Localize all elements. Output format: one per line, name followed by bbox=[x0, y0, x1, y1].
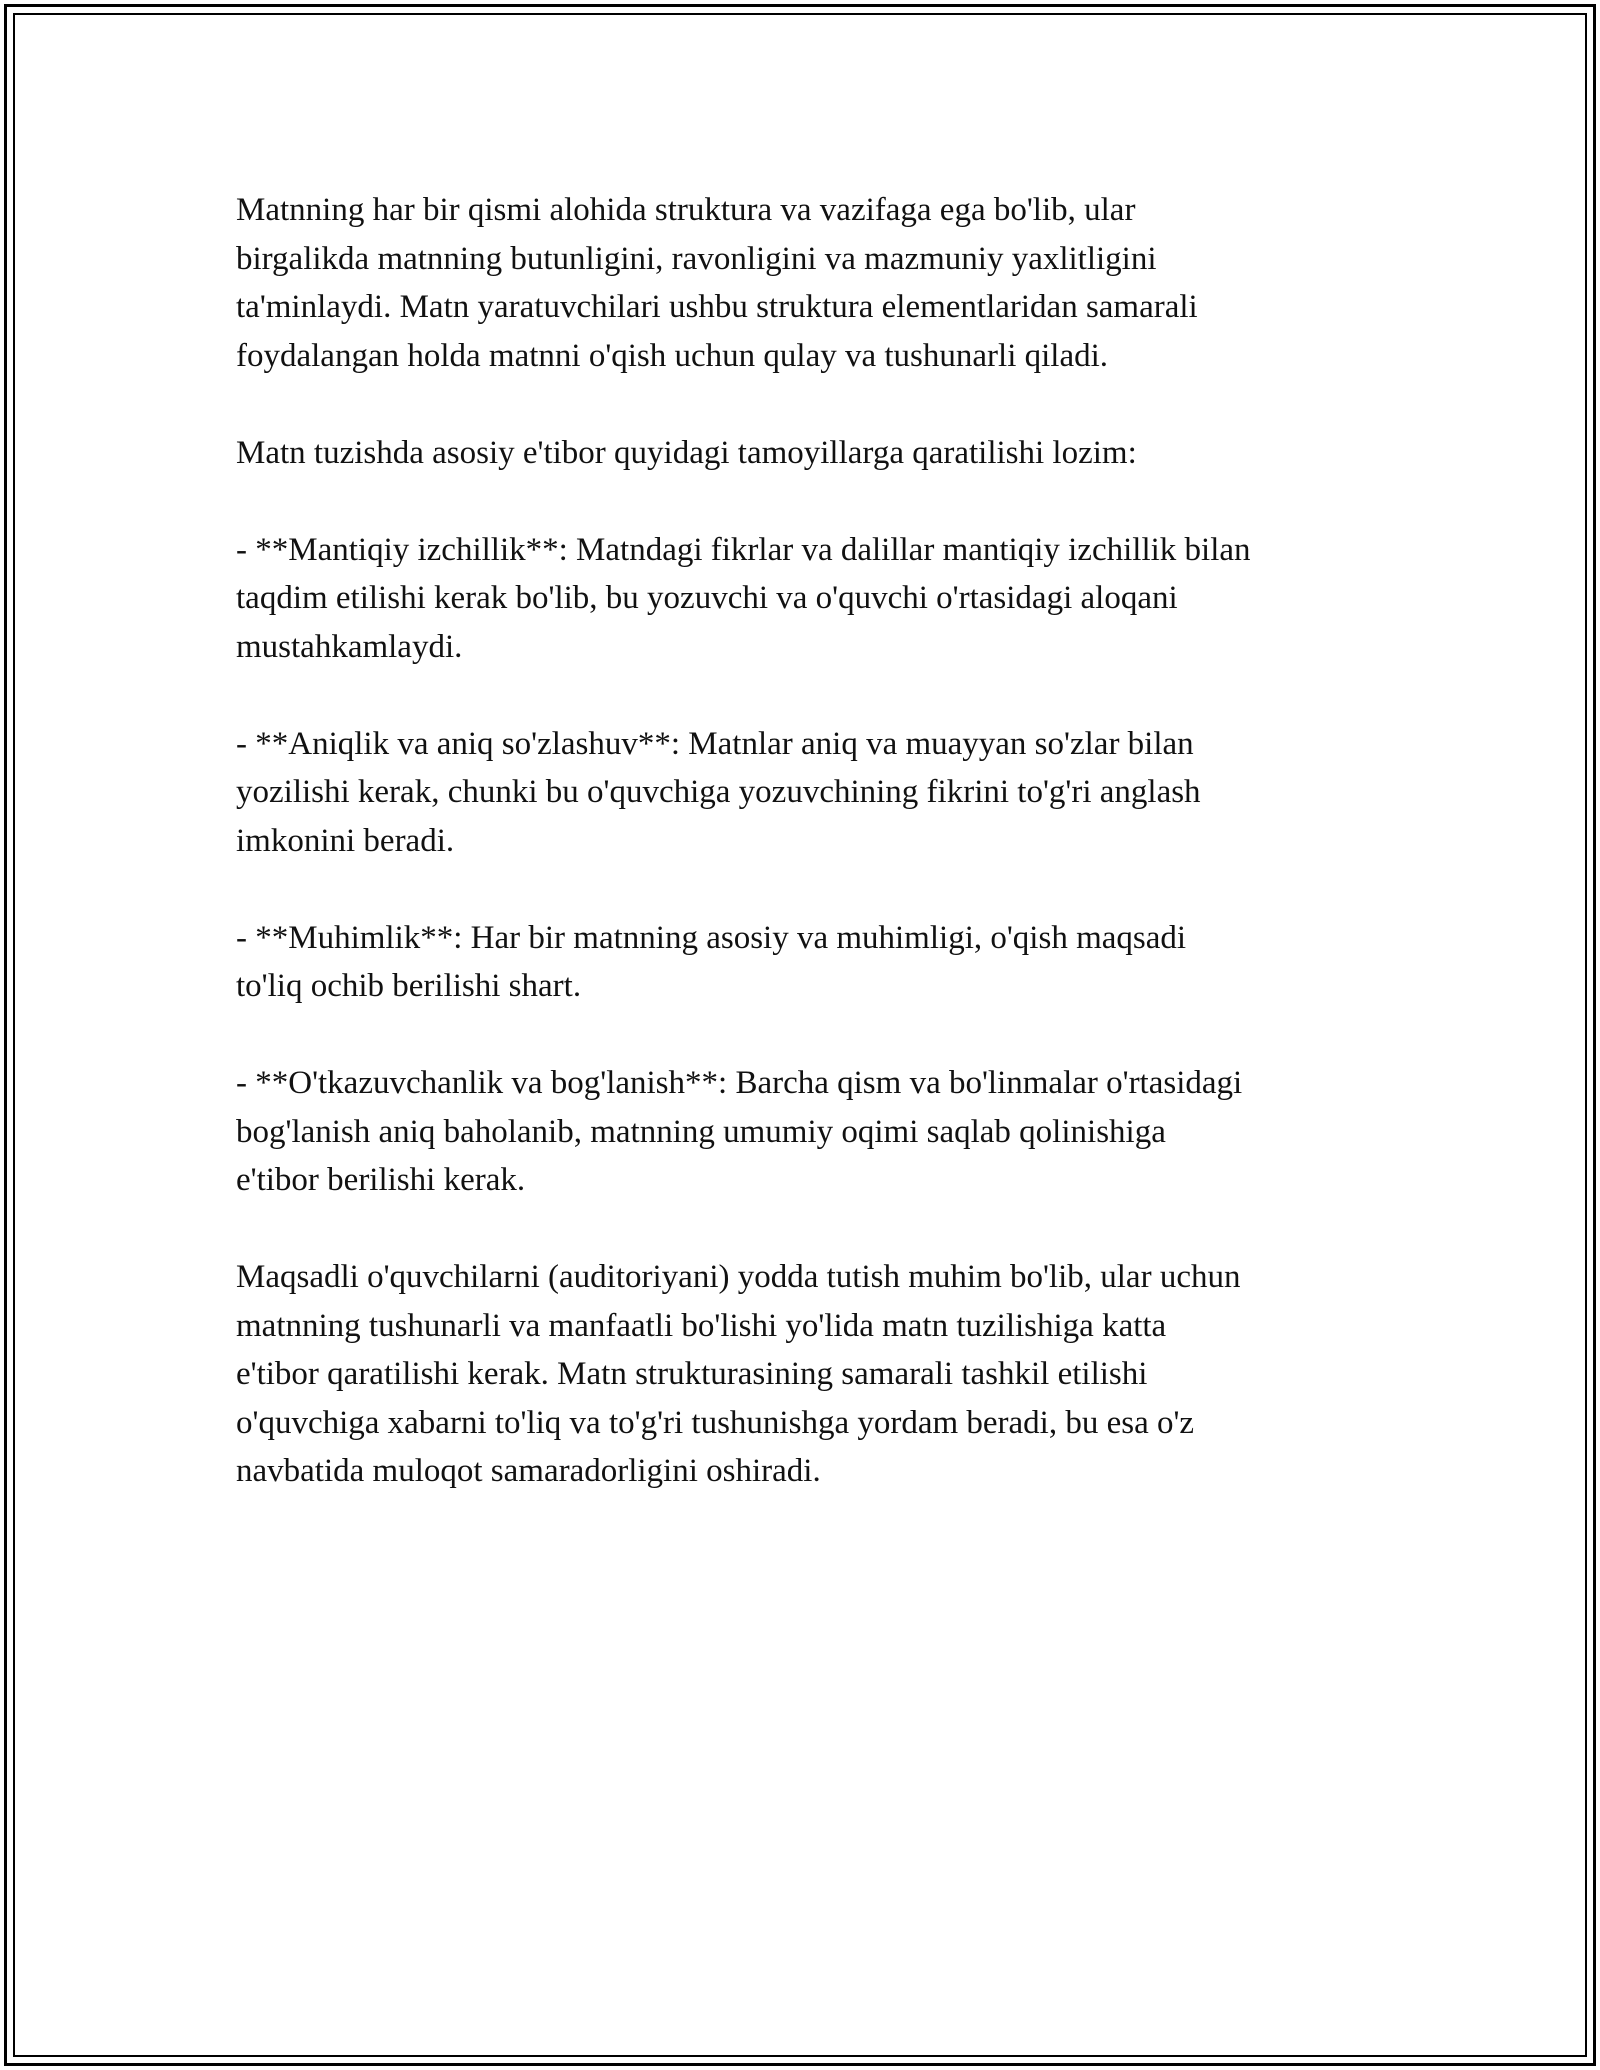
text-line: ta'minlaydi. Matn yaratuvchilari ushbu struktura elementlaridan samarali bbox=[236, 289, 1198, 325]
text-line: o'quvchiga xabarni to'liq va to'g'ri tushunishga yordam beradi, bu esa o'z bbox=[236, 1404, 1195, 1441]
text-line: e'tibor qaratilishi kerak. Matn strukturasining samarali tashkil etilishi bbox=[236, 1356, 1148, 1392]
principles-lead-paragraph bbox=[236, 429, 1386, 478]
text-line: Maqsadli o'quvchilarni (auditoriyani) yodda tutish muhim bo'lib, ular uchun bbox=[236, 1259, 1241, 1295]
text-line: bog'lanish aniq baholanib, matnning umumiy oqimi saqlab qolinishiga bbox=[236, 1113, 1166, 1150]
text-line: mustahkamlaydi. bbox=[236, 628, 463, 665]
list-item-logical-consistency bbox=[236, 526, 1386, 672]
text-line: - **Aniqlik va aniq so'zlashuv**: Matnlar aniq va muayyan so'zlar bilan bbox=[236, 725, 1194, 762]
text-line: e'tibor berilishi kerak. bbox=[236, 1162, 526, 1198]
text-line: birgalikda matnning butunligini, ravonligini va mazmuniy yaxlitligini bbox=[236, 240, 1157, 277]
conclusion-paragraph bbox=[236, 1253, 1386, 1496]
intro-paragraph bbox=[236, 186, 1386, 380]
text-line: taqdim etilishi kerak bo'lib, bu yozuvchi va o'quvchi o'rtasidagi aloqani bbox=[236, 580, 1178, 616]
list-item-coherence bbox=[236, 1059, 1386, 1205]
list-item-importance bbox=[236, 914, 1386, 1011]
text-line: navbatida muloqot samaradorligini oshiradi. bbox=[236, 1453, 821, 1489]
text-line: Matnning har bir qismi alohida struktura va vazifaga ega bo'lib, ular bbox=[236, 192, 1136, 228]
text-line: Matn tuzishda asosiy e'tibor quyidagi tamoyillarga qaratilishi lozim: bbox=[236, 434, 1137, 471]
text-line: - **Muhimlik**: Har bir matnning asosiy va muhimligi, o'qish maqsadi bbox=[236, 919, 1187, 956]
text-line: yozilishi kerak, chunki bu o'quvchiga yozuvchining fikrini to'g'ri anglash bbox=[236, 774, 1201, 810]
text-line: imkonini beradi. bbox=[236, 822, 455, 859]
document-body bbox=[236, 186, 1386, 1544]
list-item-clarity bbox=[236, 720, 1386, 866]
text-line: - **O'tkazuvchanlik va bog'lanish**: Barcha qism va bo'linmalar o'rtasidagi bbox=[236, 1065, 1243, 1101]
text-line: matnning tushunarli va manfaatli bo'lishi yo'lida matn tuzilishiga katta bbox=[236, 1307, 1167, 1344]
text-line: - **Mantiqiy izchillik**: Matndagi fikrlar va dalillar mantiqiy izchillik bilan bbox=[236, 531, 1251, 568]
text-line: foydalangan holda matnni o'qish uchun qulay va tushunarli qiladi. bbox=[236, 337, 1109, 374]
text-line: to'liq ochib berilishi shart. bbox=[236, 968, 582, 1004]
